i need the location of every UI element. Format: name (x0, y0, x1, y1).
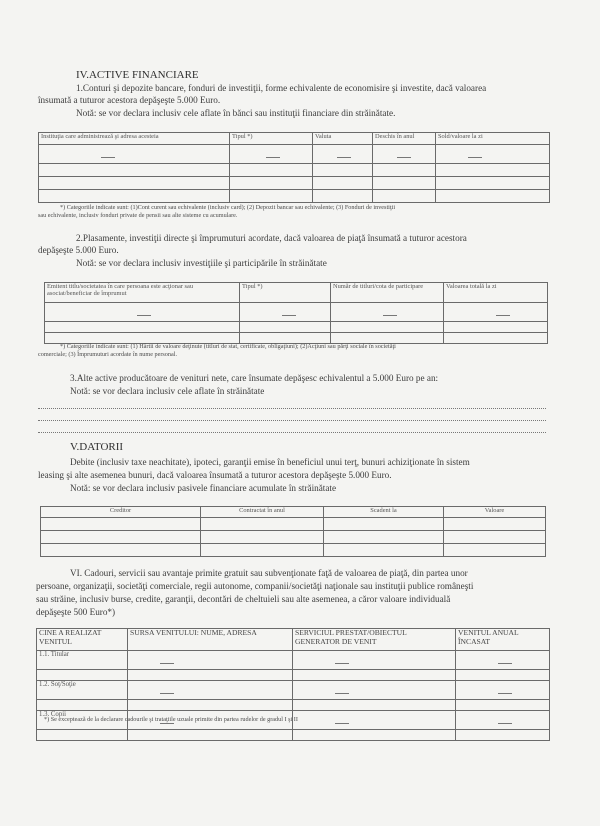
th-contracted-year: Contractat în anul (201, 507, 324, 518)
section6-text-line1: VI. Cadouri, servicii sau avantaje primite gratuit sau subvenţionate faţă de valoarea de piaţă, din partea unor (70, 568, 468, 578)
blank-line (38, 408, 546, 409)
row-label-titular: 1.1. Titular (37, 651, 128, 670)
th-issuer: Emitent titlu/societatea în care persoana este acţionar sau asociat/beneficiar de împrumut (45, 283, 240, 303)
item2-text-line2: depăşeşte 5.000 Euro. (38, 245, 119, 255)
th-type: Tipul *) (240, 283, 331, 303)
th-value: Valoare (444, 507, 546, 518)
table-row (37, 681, 550, 700)
table-row (37, 730, 550, 741)
th-service-object: SERVICIUL PRESTAT/OBIECTUL GENERATOR DE VENIT (293, 629, 456, 651)
th-number-of-titles: Număr de titluri/cota de participare (331, 283, 444, 303)
th-creditor: Creditor (41, 507, 201, 518)
table-gifts (36, 628, 550, 741)
table-row (39, 145, 550, 164)
table2-footnote-line2: comerciale; (3) Împrumuturi acordate în nume personal. (38, 351, 177, 358)
row-label-spouse: 1.2. Soţ/Soţie (37, 681, 128, 700)
section5-text-line2: leasing şi alte asemenea bunuri, dacă valoarea însumată a tuturor acestora depăşeşte 5.000 Euro. (38, 470, 392, 480)
table-row (45, 303, 548, 322)
section6-footnote: *) Se exceptează de la declarare cadourile şi trataţiile uzuale primite din partea rudelor de gradul I şi II (44, 716, 298, 723)
table-debts (40, 506, 546, 557)
blank-line (38, 432, 546, 433)
table-row (37, 700, 550, 711)
section-title-active-financiare: IV.ACTIVE FINANCIARE (76, 69, 199, 81)
table1-footnote-line2: sau echivalente, inclusiv fonduri private de pensii sau alte sisteme cu acumulare. (38, 212, 238, 219)
table-row (39, 164, 550, 177)
section6-text-line4: depăşeşte 500 Euro*) (36, 607, 116, 617)
item2-text-line1: 2.Plasamente, investiţii directe şi împrumuturi acordate, dacă valoarea de piaţă însumată a tuturor acestora (76, 233, 467, 243)
th-due-date: Scadent la (324, 507, 444, 518)
section5-text-line1: Debite (inclusiv taxe neachitate), ipoteci, garanţii emise în beneficiul unui terţ, bunuri achiziţionate în sistem (70, 457, 470, 467)
table-row (41, 518, 546, 531)
table-row (41, 531, 546, 544)
table-row (41, 544, 546, 557)
section6-text-line2: persoane, organizaţii, societăţi comerciale, regii autonome, companii/societăţi naţionale sau instituţii publice româneşti (36, 581, 474, 591)
section-title-datorii: V.DATORII (70, 441, 124, 453)
th-currency: Valuta (313, 133, 373, 145)
th-opened-year: Deschis în anul (373, 133, 436, 145)
th-income-source: SURSA VENITULUI: NUME, ADRESA (128, 629, 293, 651)
item2-note: Notă: se vor declara inclusiv investiţiile şi participările în străinătate (76, 258, 327, 268)
th-annual-income: VENITUL ANUAL ÎNCASAT (456, 629, 550, 651)
table-row (45, 322, 548, 333)
row-label-children: 1.3. Copii (37, 711, 128, 730)
item1-text-line1: 1.Conturi şi depozite bancare, fonduri de investiţii, forme echivalente de economisire şi investite, dacă valoarea (76, 83, 487, 93)
section5-note: Notă: se vor declara inclusiv pasivele financiare acumulate în străinătate (70, 483, 337, 493)
table1-footnote-line1: *) Categoriile indicate sunt: (1)Cont curent sau echivalente (inclusiv card); (2) Depozit bancar sau echivalente; (3) Fonduri de investiţii (60, 204, 396, 211)
table-row (39, 190, 550, 203)
table-row (37, 651, 550, 670)
table2-footnote-line1: *) Categoriile indicate sunt: (1) Hârtii de valoare deţinute (titluri de stat, certificate, obligaţiuni); (2)Acţiuni sau părţi sociale în societăţi (60, 343, 396, 350)
item3-note: Notă: se vor declara inclusiv cele aflate în străinătate (70, 386, 265, 396)
table-financial-accounts (38, 132, 550, 203)
table-investments (44, 282, 548, 344)
table-row (45, 333, 548, 344)
th-total-value: Valoarea totală la zi (444, 283, 548, 303)
th-balance: Sold/valoare la zi (436, 133, 550, 145)
th-institution: Instituţia care administrează şi adresa acesteia (39, 133, 230, 145)
table-row (37, 670, 550, 681)
blank-line (38, 420, 546, 421)
section6-text-line3: sau străine, inclusiv burse, credite, garanţii, decontări de cheltuieli sau alte asemenea, a căror valoare individuală (36, 594, 451, 604)
item1-text-line2: însumată a tuturor acestora depăşeşte 5.000 Euro. (38, 95, 221, 105)
th-who-received: CINE A REALIZAT VENITUL (37, 629, 128, 651)
th-type: Tipul *) (230, 133, 313, 145)
item1-note: Notă: se vor declara inclusiv cele aflate în bănci sau instituţii financiare din străinătate. (76, 108, 396, 118)
item3-text: 3.Alte active producătoare de venituri nete, care însumate depăşesc echivalentul a 5.000 Euro pe an: (70, 373, 439, 383)
table-row (39, 177, 550, 190)
